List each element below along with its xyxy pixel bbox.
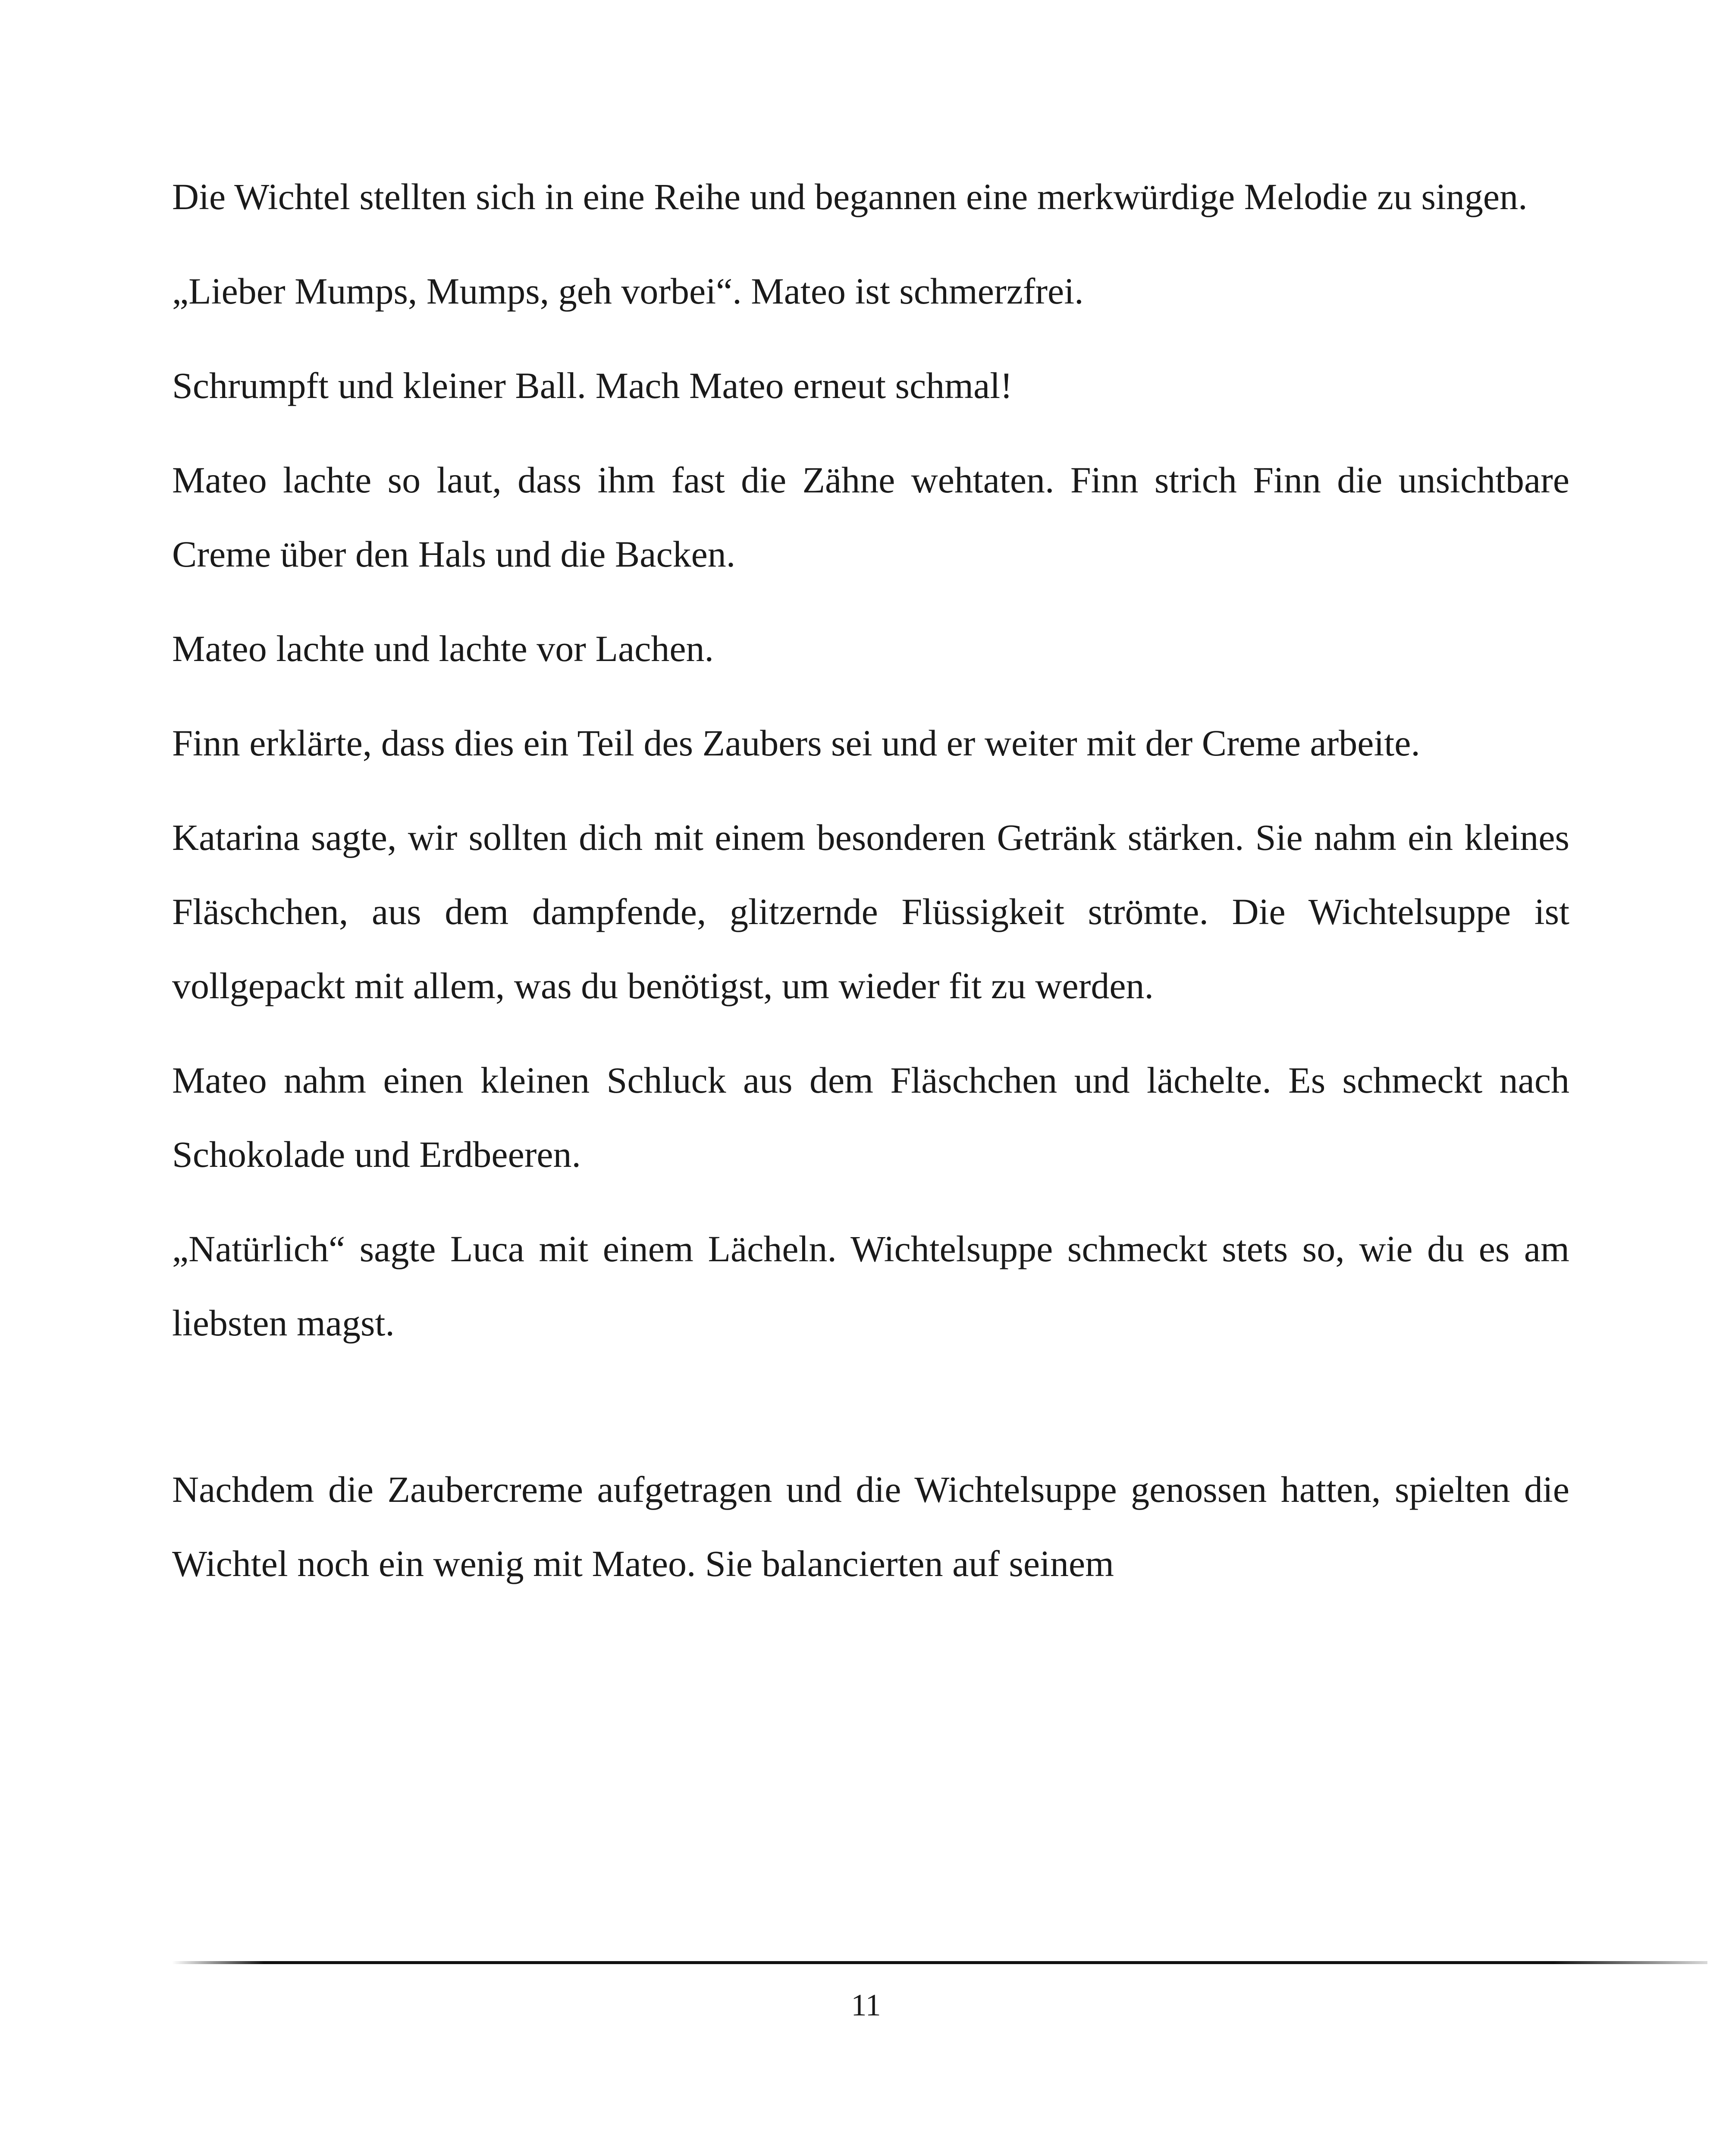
paragraph: Schrumpft und kleiner Ball. Mach Mateo erneut schmal! <box>172 365 1013 406</box>
paragraph: Mateo nahm einen kleinen Schluck aus dem Fläschchen und lächelte. Es schmeckt nach Schokolade und Erdbeeren. <box>172 1059 1569 1175</box>
paragraph: Katarina sagte, wir sollten dich mit einem besonderen Getränk stärken. Sie nahm ein kleines Fläschchen, aus dem dampfende, glitzernde Flüssigkeit strömte. Die Wichtelsuppe ist vollgepackt mit allem, was du benötigst, um wieder fit zu werden. <box>172 817 1569 1006</box>
paragraph: Die Wichtel stellten sich in eine Reihe und begannen eine merkwürdige Melodie zu singen. <box>172 176 1528 217</box>
paragraph: Mateo lachte so laut, dass ihm fast die Zähne wehtaten. Finn strich Finn die unsichtbare Creme über den Hals und die Backen. <box>172 459 1569 575</box>
page-number: 11 <box>851 1988 881 2022</box>
body-text <box>172 160 1569 1621</box>
paragraph: Mateo lachte und lachte vor Lachen. <box>172 628 714 669</box>
paragraph: Nachdem die Zaubercreme aufgetragen und die Wichtelsuppe genossen hatten, spielten die Wichtel noch ein wenig mit Mateo. Sie balancierten auf seinem <box>172 1469 1569 1584</box>
footer-divider <box>172 1961 1707 1964</box>
paragraph: „Natürlich“ sagte Luca mit einem Lächeln. Wichtelsuppe schmeckt stets so, wie du es am liebsten magst. <box>172 1228 1569 1344</box>
paragraph: „Lieber Mumps, Mumps, geh vorbei“. Mateo ist schmerzfrei. <box>172 270 1084 312</box>
paragraph: Finn erklärte, dass dies ein Teil des Zaubers sei und er weiter mit der Creme arbeite. <box>172 722 1420 764</box>
